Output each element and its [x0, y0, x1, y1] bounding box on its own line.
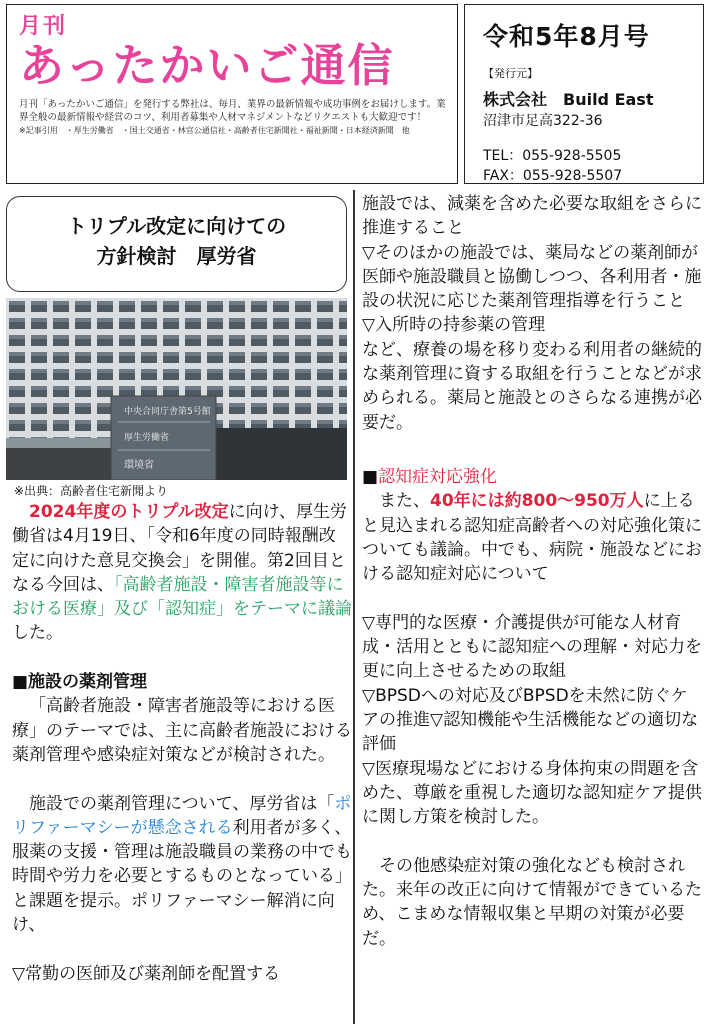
column-divider — [353, 190, 355, 1024]
infection-text: その他感染症対策の強化なども検討された。来年の改正に向けて情報ができているため、こまめな情報収集と早期の対策が必要だ。 — [362, 855, 702, 949]
intro-end: した。 — [12, 623, 63, 644]
highlight-triple-revision: 2024年度のトリプル改定 — [29, 502, 229, 522]
masthead-monthly-label: 月刊 — [19, 14, 68, 39]
dementia-text-c: に上ると見込まれる認知症高齢者への対応強化策についても議論。中でも、病院・施設などにおける認知症対応について — [362, 491, 702, 585]
intro-text: に向け、厚生労働省は4月19日、「令和6年度の同時報酬改定に向けた意見交換会」を開催。第2回目となる今回は、 — [12, 502, 347, 595]
left-column-body — [12, 500, 352, 986]
section-heading-dementia — [362, 465, 704, 489]
highlight-polypharmacy: ポリファーマシーが懸念される — [12, 793, 352, 838]
paragraph-infection-control — [362, 854, 704, 951]
section-mark: ■ — [362, 466, 379, 487]
masthead-title: あったかいご通信 — [19, 39, 395, 92]
paragraph-measures: に関し方策を検討した。 — [362, 807, 549, 828]
article-photo — [6, 298, 347, 480]
publisher-tel: TEL：055-928-5505 — [483, 148, 622, 164]
photo-caption: ※出典：高齢者住宅新聞より — [14, 484, 169, 498]
paragraph-continuous-management: など、療養の場を移り変わる利用者の継続的な薬剤管理に資する取組を行うことなどが求められる。薬局と施設とのさらなる連携が必要だ。 — [362, 339, 702, 433]
bullet-fulltime-staff: ▽常勤の医師及び薬剤師を配置する — [12, 963, 281, 984]
highlight-theme: 「高齢者施設・障害者施設等における医療」及び「認知症」をテーマに議論 — [12, 574, 352, 620]
issue-date: 令和5年8月号 — [483, 22, 650, 51]
paragraph-theme — [12, 694, 352, 767]
polypharmacy-text-a: 施設での薬剤管理について、厚労省は「 — [29, 793, 335, 814]
photo-sign-text-3: 環境省 — [124, 460, 154, 471]
photo-sign-text-1: 中央合同庁舎第5号館 — [124, 407, 211, 417]
polypharmacy-text-c: 利用者が多く、服薬の支援・管理は施設職員の業務の中でも時間や労力を必要とするものとなっている」と課題を提示。ポリファーマシー解消に向け、 — [12, 817, 352, 936]
publisher-box — [464, 4, 704, 184]
paragraph-intro — [12, 500, 352, 646]
bullet-carry-in-meds: ▽入所時の持参薬の管理 — [362, 315, 546, 336]
paragraph-polypharmacy — [12, 792, 352, 938]
bullet-other-facilities: ▽そのほかの施設では、薬局などの薬剤師が医師や施設職員と協働しつつ、各利用者・施設の状況に応じた薬剤管理指導を行うこと — [362, 242, 702, 312]
masthead-description: 月刊「あったかいご通信」を発行する弊社は、毎月、業界の最新情報や成功事例をお届けします。業界全般の最新情報や経営のコツ、利用者募集や人材マネジメントなどリクエストも大歓迎です！ — [19, 99, 446, 123]
dementia-text-a: また、 — [379, 491, 430, 512]
highlight-dementia-count: 40年には約800〜950万人 — [430, 491, 644, 512]
headline-line-2: 方針検討 厚労省 — [96, 244, 257, 268]
bullet-bpsd: ▽BPSDへの対応及びBPSDを未然に防ぐケアの推進▽認知機能や生活機能などの適切な評価 — [362, 685, 699, 755]
section-title-dementia: 認知症対応強化 — [378, 466, 498, 487]
bullet-human-resources: ▽専門的な医療・介護提供が可能な人材育成・活用とともに認知症への理解・対応力を更に向上させるための取組 — [362, 612, 702, 682]
government-building-photo — [6, 298, 347, 480]
paragraph-dementia — [362, 489, 704, 586]
publisher-address: 沼津市足高322-36 — [483, 113, 603, 129]
bullet-restraint: ▽医療現場などにおける身体拘束の問題を含めた、尊厳を重視した適切な認知症ケア提供 — [362, 758, 702, 803]
right-column-body — [362, 192, 704, 951]
paragraph-reduce-meds: 施設では、減薬を含めた必要な取組をさらに推進すること — [362, 194, 702, 239]
headline-line-1: トリプル改定に向けての — [66, 214, 287, 238]
publisher-fax: FAX：055-928-5507 — [483, 168, 623, 184]
publisher-label: 【発行元】 — [483, 67, 538, 80]
masthead — [6, 4, 458, 184]
masthead-sources-note: ※記事引用 ・厚生労働省 ・国土交通省・林官公通信社・高齢者住宅新聞社・福祉新聞・日本経済新聞 他 — [19, 126, 410, 135]
publisher-company: 株式会社 Build East — [483, 90, 654, 109]
theme-text: 「高齢者施設・障害者施設等における医療」のテーマでは、主に高齢者施設における薬剤管理や感染症対策などが検討された。 — [12, 696, 352, 765]
section-heading-drug-management: ■施設の薬剤管理 — [12, 672, 148, 693]
article-headline — [6, 196, 347, 292]
photo-sign-text-2: 厚生労働省 — [124, 433, 170, 443]
